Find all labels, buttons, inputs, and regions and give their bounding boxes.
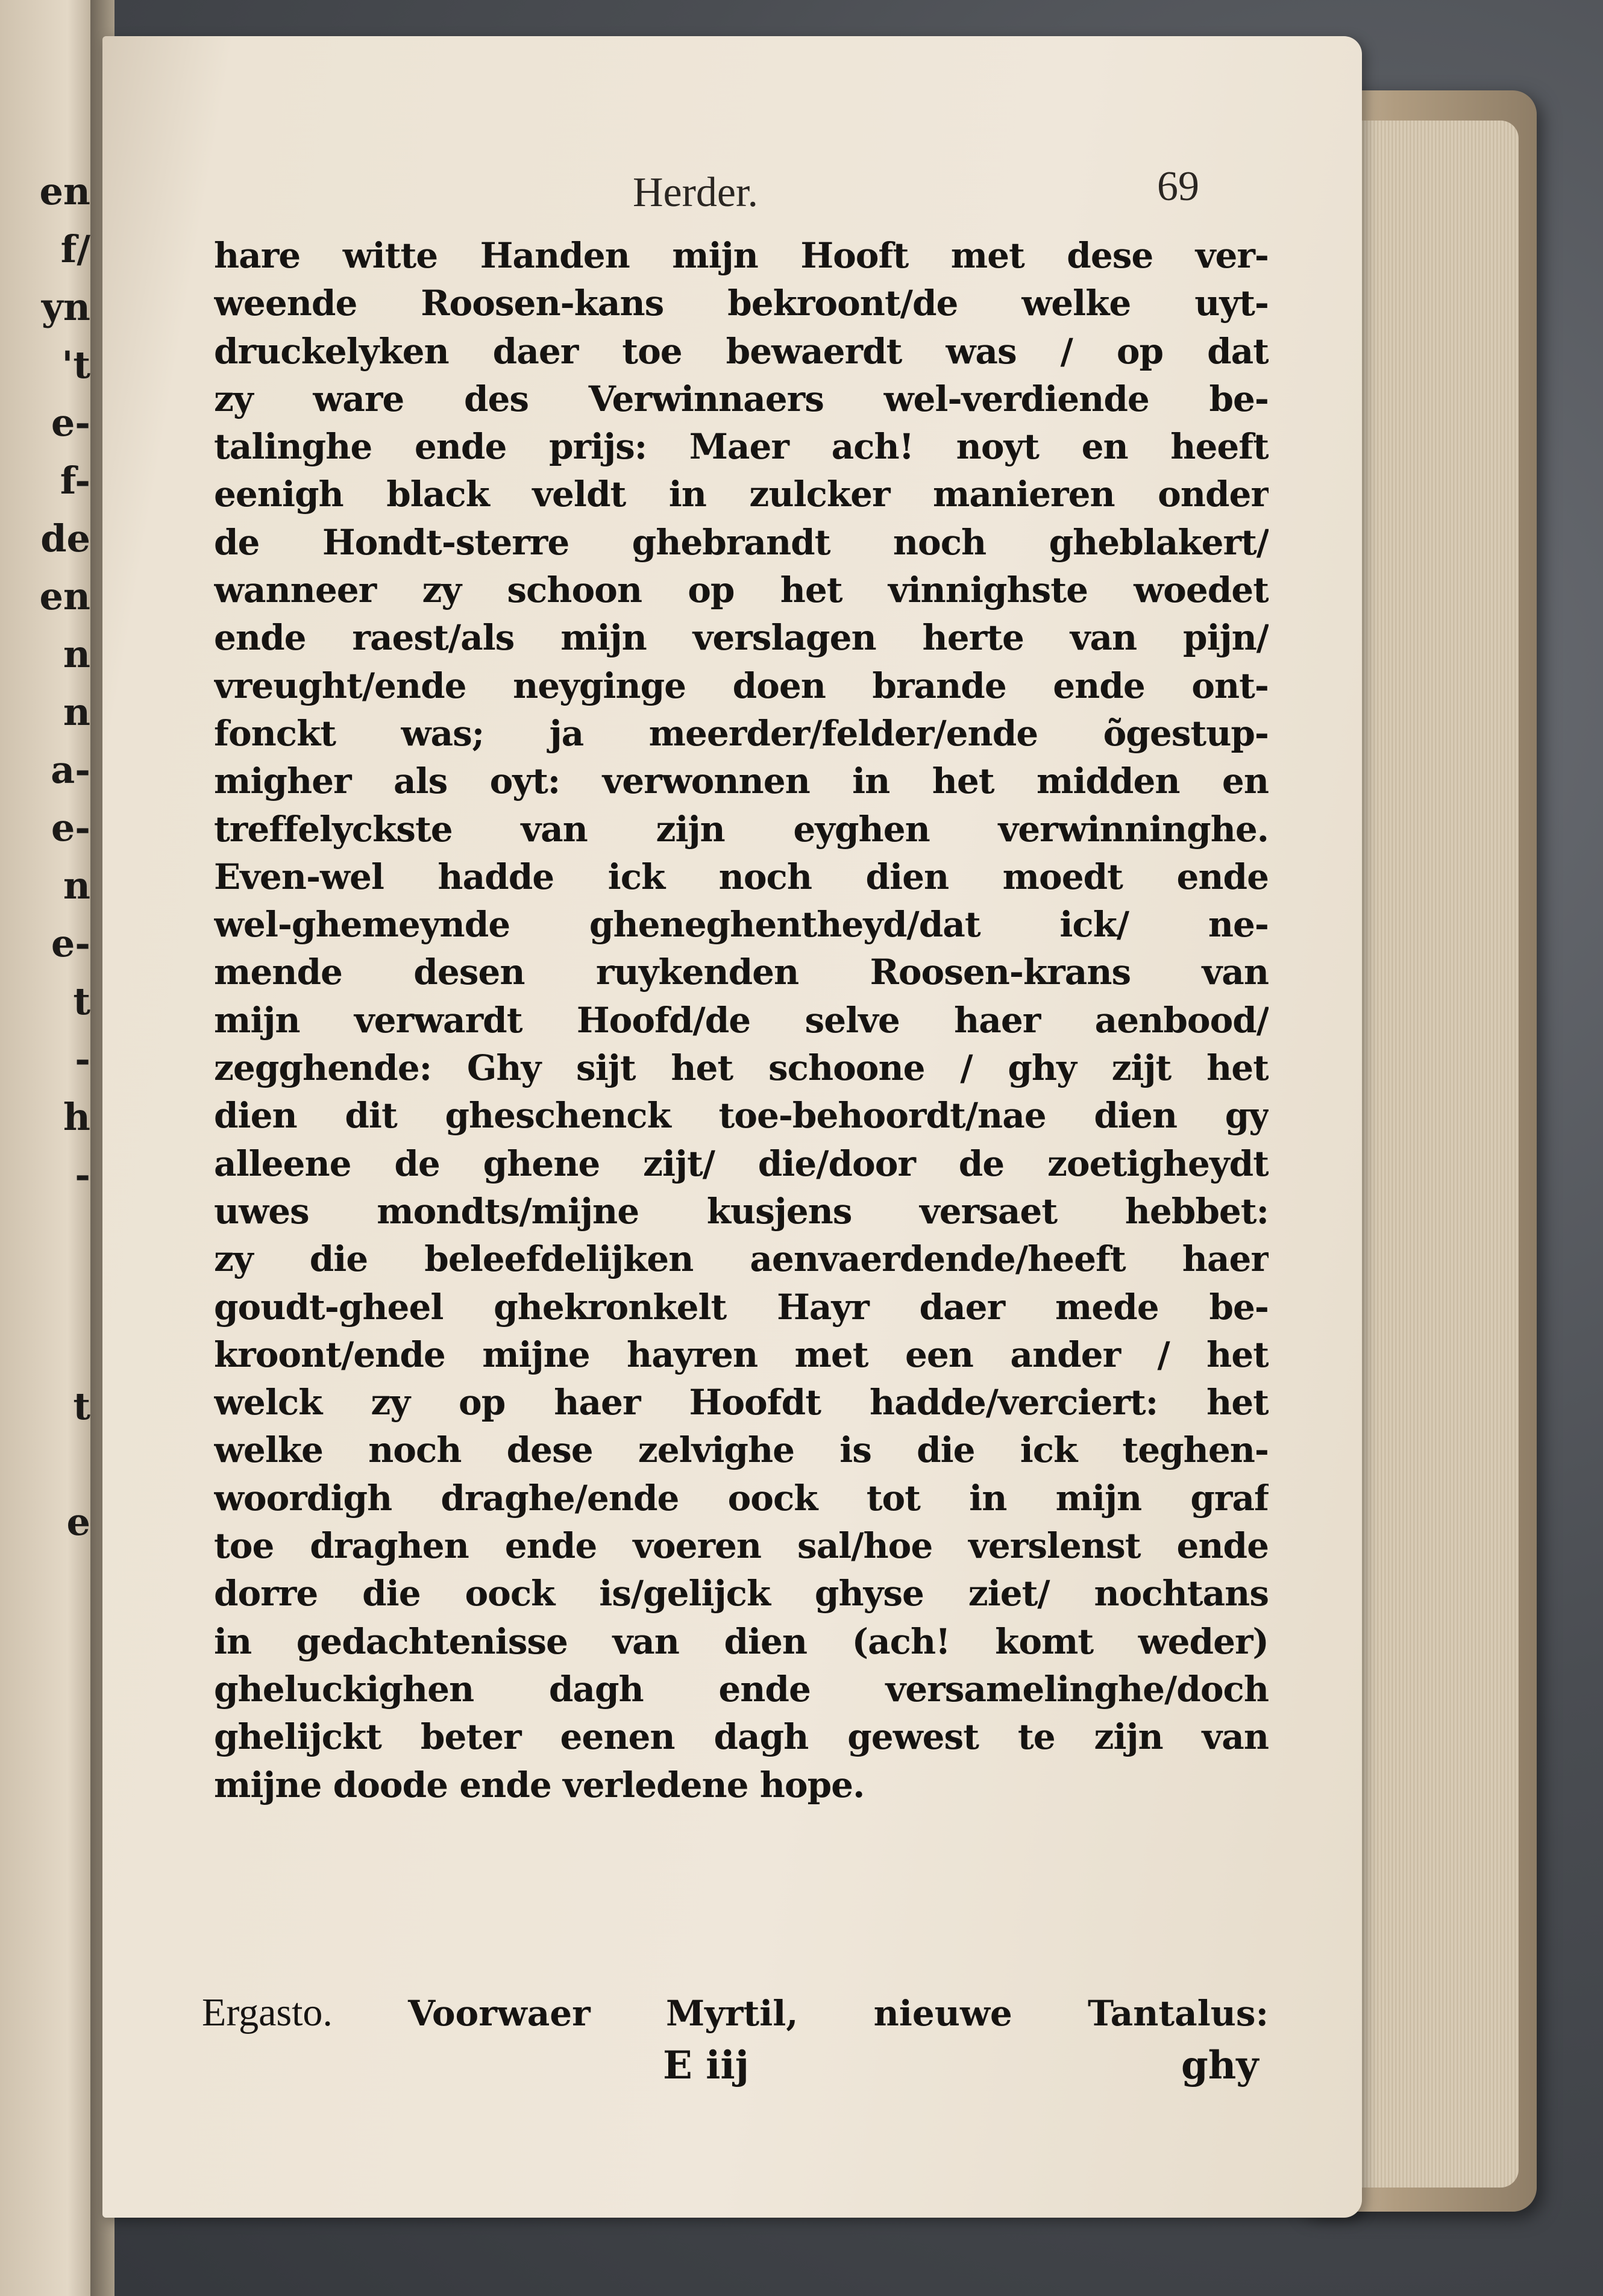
- text-line: fonckt was; ja meerder/felder/ende õgestup-: [214, 712, 1269, 754]
- left-page-fragment: n: [63, 690, 90, 734]
- running-head: Herder.: [633, 169, 758, 216]
- text-line: toe draghen ende voeren sal/hoe verslenst ende: [214, 1525, 1269, 1567]
- catchword: ghy: [1181, 2043, 1259, 2088]
- signature-mark: E iij: [663, 2043, 749, 2088]
- left-page-fragment: h: [63, 1095, 90, 1139]
- left-page-fragment: e: [66, 1500, 90, 1544]
- text-line: in gedachtenisse van dien (ach! komt weder): [214, 1620, 1269, 1662]
- text-line: ende raest/als mijn verslagen herte van pijn/: [214, 617, 1269, 659]
- left-page-fragment: yn: [41, 285, 90, 329]
- left-page-fragment: n: [63, 632, 90, 676]
- text-line: mijn verwardt Hoofd/de selve haer aenbood/: [214, 999, 1269, 1041]
- left-page-fragment: 't: [61, 343, 90, 387]
- left-page-fragment: -: [75, 1153, 90, 1197]
- text-line: de Hondt-sterre ghebrandt noch gheblakert/: [214, 521, 1269, 563]
- text-line: hare witte Handen mijn Hooft met dese ver-: [214, 235, 1269, 276]
- left-page-fragment: t: [73, 1384, 90, 1428]
- text-line: zegghende: Ghy sijt het schoone / ghy zijt het: [214, 1047, 1269, 1089]
- left-page-fragment: n: [63, 864, 90, 908]
- left-page-fragment: f-: [60, 459, 90, 503]
- speaker-name: Ergasto.: [202, 1990, 333, 2034]
- text-line: wel-ghemeynde gheneghentheyd/dat ick/ ne-: [214, 904, 1269, 946]
- text-line: gheluckighen dagh ende versamelinghe/doch: [214, 1668, 1269, 1710]
- left-page-fragment: [0, 1262, 90, 1320]
- left-page-fragment: [0, 1435, 90, 1493]
- left-page-fragment: e-: [51, 401, 90, 445]
- text-line: treffelyckste van zijn eyghen verwinninghe.: [214, 808, 1269, 850]
- left-page-fragment: -: [75, 1037, 90, 1081]
- left-page-fragment: e-: [51, 921, 90, 965]
- text-line: mijne doode ende verledene hope.: [214, 1764, 865, 1805]
- text-line: Even-wel hadde ick noch dien moedt ende: [214, 856, 1269, 897]
- text-line: goudt-gheel ghekronkelt Hayr daer mede be-: [214, 1286, 1269, 1328]
- text-line: weende Roosen-kans bekroont/de welke uyt-: [214, 283, 1269, 324]
- left-page-fragment: de: [40, 516, 90, 560]
- left-page-fragment: [0, 1320, 90, 1378]
- text-line: talinghe ende prijs: Maer ach! noyt en heeft: [214, 426, 1269, 468]
- text-line: uwes mondts/mijne kusjens versaet hebbet:: [214, 1190, 1269, 1232]
- text-line: welke noch dese zelvighe is die ick teghen-: [214, 1429, 1269, 1471]
- left-page-fragment: a-: [51, 748, 90, 792]
- left-page-fragment: en: [39, 169, 90, 213]
- text-line: wanneer zy schoon op het vinnighste woedet: [214, 569, 1269, 611]
- text-line: druckelyken daer toe bewaerdt was / op dat: [214, 330, 1269, 372]
- left-page: [0, 0, 96, 2296]
- text-line: ghelijckt beter eenen dagh gewest te zijn van: [214, 1716, 1269, 1758]
- text-line: mende desen ruykenden Roosen-krans van: [214, 952, 1269, 993]
- text-line: zy ware des Verwinnaers wel-verdiende be-: [214, 378, 1269, 419]
- speaker-line: [202, 1989, 1269, 2037]
- left-page-fragment: en: [39, 574, 90, 618]
- text-line: dorre die oock is/gelijck ghyse ziet/ nochtans: [214, 1573, 1269, 1614]
- left-page-fragment: e-: [51, 806, 90, 850]
- speaker-text: Voorwaer Myrtil, nieuwe Tantalus:: [408, 1993, 1269, 2034]
- text-line: kroont/ende mijne hayren met een ander / het: [214, 1334, 1269, 1375]
- text-line: eenigh black veldt in zulcker manieren onder: [214, 474, 1269, 515]
- text-line: dien dit gheschenck toe-behoordt/nae dien gy: [214, 1095, 1269, 1137]
- text-line: welck zy op haer Hoofdt hadde/verciert: het: [214, 1382, 1269, 1423]
- page-header: [102, 157, 1362, 229]
- text-line: zy die beleefdelijken aenvaerdende/heeft haer: [214, 1238, 1269, 1280]
- body-text: [214, 232, 1269, 1809]
- text-line: woordigh draghe/ende oock tot in mijn graf: [214, 1477, 1269, 1519]
- left-page-text-fragments: [0, 163, 90, 1551]
- text-line: migher als oyt: verwonnen in het midden en: [214, 761, 1269, 802]
- left-page-fragment: t: [73, 979, 90, 1023]
- page-number: 69: [1157, 163, 1199, 210]
- text-line: alleene de ghene zijt/ die/door de zoetigheydt: [214, 1143, 1269, 1184]
- text-line: vreught/ende neyginge doen brande ende ont-: [214, 665, 1269, 706]
- left-page-fragment: f/: [60, 227, 90, 271]
- left-page-fragment: [0, 1204, 90, 1262]
